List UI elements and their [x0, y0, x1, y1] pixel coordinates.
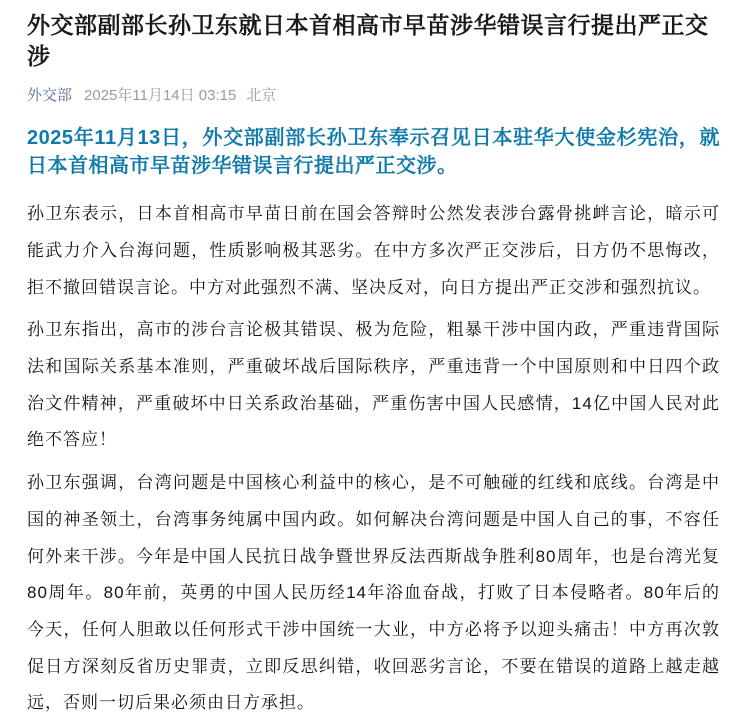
account-link[interactable]: 外交部	[27, 87, 73, 105]
body-paragraph: 孙卫东表示，日本首相高市早苗日前在国会答辩时公然发表涉台露骨挑衅言论，暗示可能武力介入台海问题，性质影响极其恶劣。在中方多次严正交涉后，日方仍不思悔改，拒不撤回错误言论。中方对此强烈不满、坚决反对，向日方提出严正交涉和强烈抗议。	[27, 204, 720, 297]
body-paragraph: 孙卫东强调，台湾问题是中国核心利益中的核心，是不可触碰的红线和底线。台湾是中国的神圣领土，台湾事务纯属中国内政。如何解决台湾问题是中国人自己的事，不容任何外来干涉。今年是中国人民抗日战争暨世界反法西斯战争胜利80周年，也是台湾光复80周年。80年前，英勇的中国人民历经14年浴血奋战，打败了日本侵略者。80年后的今天，任何人胆敢以任何形式干涉中国统一大业，中方必将予以迎头痛击！中方再次敦促日方深刻反省历史罪责，立即反思纠错，收回恶劣言论，不要在错误的道路上越走越远，否则一切后果必须由日方承担。	[27, 473, 720, 713]
lead-paragraph: 2025年11月13日，外交部副部长孙卫东奉示召见日本驻华大使金杉宪治，就日本首相高市早苗涉华错误言行提出严正交涉。	[27, 127, 720, 178]
publish-location: 北京	[246, 87, 277, 105]
article-meta	[27, 85, 720, 106]
publish-time: 2025年11月14日 03:15	[84, 87, 237, 105]
article-title: 外交部副部长孙卫东就日本首相高市早苗涉华错误言行提出严正交涉	[27, 12, 709, 70]
body-paragraph: 孙卫东指出，高市的涉台言论极其错误、极为危险，粗暴干涉中国内政，严重违背国际法和国际关系基本准则，严重破坏战后国际秩序，严重违背一个中国原则和中日四个政治文件精神，严重破坏中日关系政治基础，严重伤害中国人民感情，14亿中国人民对此绝不答应！	[27, 320, 720, 450]
